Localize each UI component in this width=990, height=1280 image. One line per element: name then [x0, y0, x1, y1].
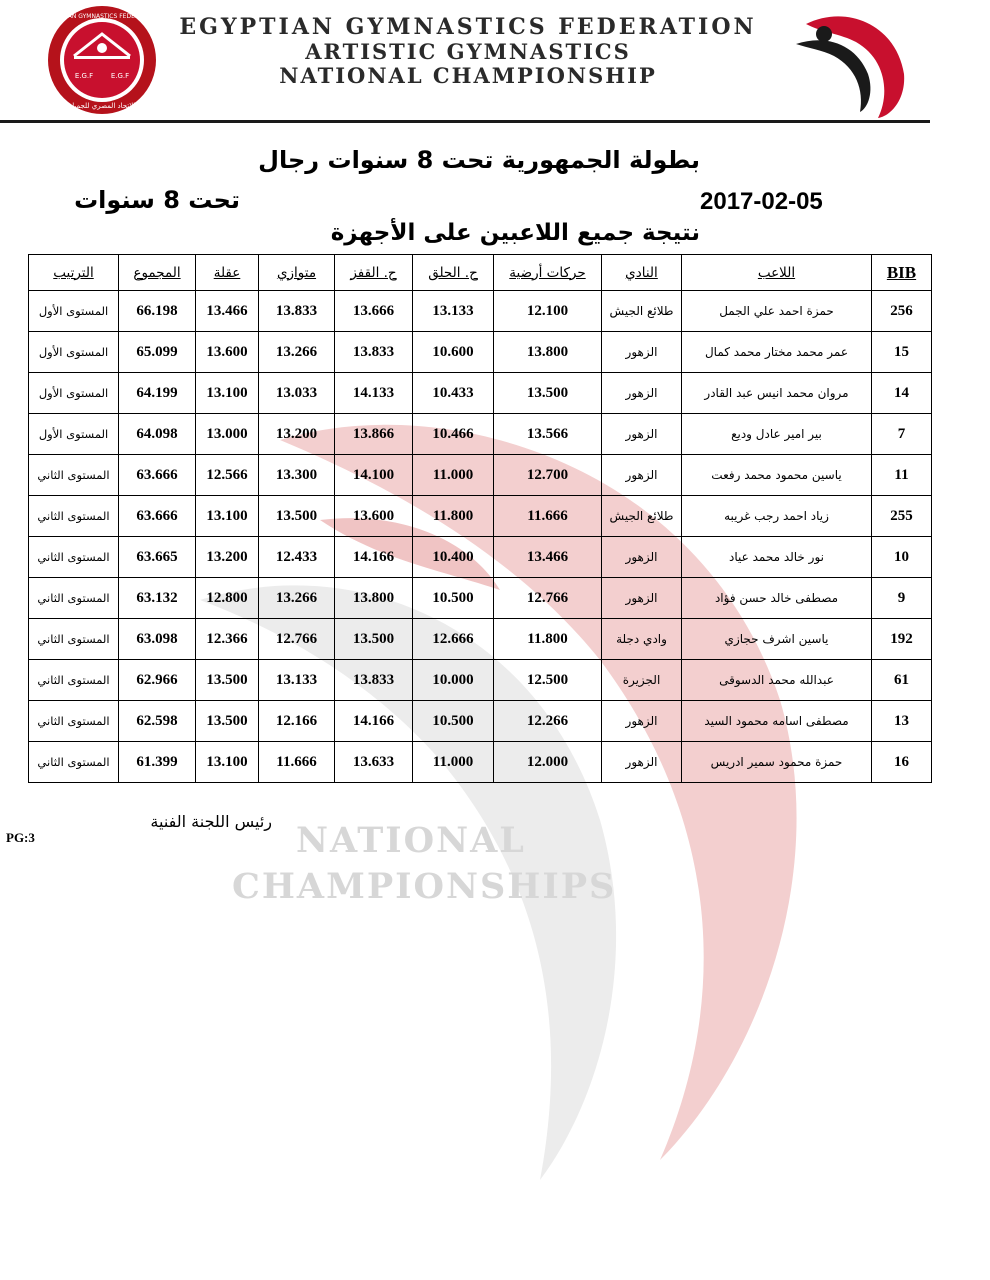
cell-rings: 12.666	[413, 619, 494, 660]
cell-player: عمر محمد مختار محمد كمال	[682, 332, 872, 373]
cell-bib: 13	[872, 701, 932, 742]
cell-parallel-bars: 12.766	[259, 619, 335, 660]
cell-club: الزهور	[602, 373, 682, 414]
cell-floor: 13.800	[494, 332, 602, 373]
table-row	[29, 291, 932, 332]
cell-floor: 12.100	[494, 291, 602, 332]
cell-rank: المستوى الثاني	[29, 701, 119, 742]
cell-high-bar: 13.100	[196, 742, 259, 783]
table-row	[29, 619, 932, 660]
cell-bib: 10	[872, 537, 932, 578]
cell-parallel-bars: 13.500	[259, 496, 335, 537]
discipline-name: ARTISTIC GYMNASTICS	[305, 39, 631, 64]
cell-floor: 12.766	[494, 578, 602, 619]
cell-club: وادي دجلة	[602, 619, 682, 660]
cell-floor: 12.500	[494, 660, 602, 701]
cell-vault: 13.500	[335, 619, 413, 660]
cell-high-bar: 13.500	[196, 701, 259, 742]
cell-floor: 12.000	[494, 742, 602, 783]
technical-committee-signature: رئيس اللجنة الفنية	[150, 812, 272, 831]
page-number: PG:3	[6, 830, 35, 845]
results-table	[28, 254, 932, 783]
cell-rings: 10.466	[413, 414, 494, 455]
cell-bib: 9	[872, 578, 932, 619]
championship-title: بطولة الجمهورية تحت 8 سنوات رجال	[258, 146, 700, 174]
cell-rings: 10.600	[413, 332, 494, 373]
column-header-parallel-bars: متوازي	[259, 255, 335, 291]
column-header-club: النادي	[602, 255, 682, 291]
cell-rank: المستوى الثاني	[29, 537, 119, 578]
cell-rings: 10.433	[413, 373, 494, 414]
cell-player: مروان محمد انيس عبد القادر	[682, 373, 872, 414]
cell-high-bar: 13.500	[196, 660, 259, 701]
logo-tag-left: E.G.F	[74, 72, 94, 80]
cell-rank: المستوى الأول	[29, 291, 119, 332]
cell-total: 62.966	[119, 660, 196, 701]
cell-rank: المستوى الأول	[29, 373, 119, 414]
cell-player: ياسين محمود محمد رفعت	[682, 455, 872, 496]
watermark-text-national: NATIONAL	[296, 820, 526, 861]
cell-total: 66.198	[119, 291, 196, 332]
cell-parallel-bars: 13.300	[259, 455, 335, 496]
cell-club: الزهور	[602, 742, 682, 783]
cell-player: زياد احمد رجب غريبه	[682, 496, 872, 537]
cell-high-bar: 12.366	[196, 619, 259, 660]
cell-high-bar: 13.000	[196, 414, 259, 455]
cell-parallel-bars: 13.033	[259, 373, 335, 414]
federation-logo	[44, 4, 160, 116]
cell-rings: 11.000	[413, 742, 494, 783]
cell-rank: المستوى الثاني	[29, 455, 119, 496]
cell-rank: المستوى الثاني	[29, 660, 119, 701]
age-category: تحت 8 سنوات	[74, 186, 240, 214]
cell-bib: 192	[872, 619, 932, 660]
cell-high-bar: 13.466	[196, 291, 259, 332]
cell-player: نور خالد محمد عياد	[682, 537, 872, 578]
cell-vault: 14.166	[335, 537, 413, 578]
cell-player: حمزة محمود سمير ادريس	[682, 742, 872, 783]
table-row	[29, 537, 932, 578]
cell-vault: 13.833	[335, 660, 413, 701]
cell-parallel-bars: 13.266	[259, 578, 335, 619]
cell-rank: المستوى الثاني	[29, 742, 119, 783]
championship-name: NATIONAL CHAMPIONSHIP	[279, 63, 657, 88]
cell-rings: 10.500	[413, 578, 494, 619]
cell-bib: 61	[872, 660, 932, 701]
cell-high-bar: 13.100	[196, 496, 259, 537]
gymnast-emblem-icon	[786, 4, 910, 120]
cell-club: الزهور	[602, 578, 682, 619]
cell-total: 64.199	[119, 373, 196, 414]
cell-rings: 11.000	[413, 455, 494, 496]
cell-total: 61.399	[119, 742, 196, 783]
cell-club: الجزيرة	[602, 660, 682, 701]
cell-floor: 13.500	[494, 373, 602, 414]
event-date: 2017-02-05	[700, 188, 823, 215]
logo-ring-text: EGYPTIAN GYMNASTICS FEDERATION	[46, 13, 158, 20]
cell-bib: 7	[872, 414, 932, 455]
cell-total: 64.098	[119, 414, 196, 455]
cell-vault: 13.600	[335, 496, 413, 537]
cell-high-bar: 12.566	[196, 455, 259, 496]
watermark-text-championships: CHAMPIONSHIPS	[232, 866, 617, 907]
cell-vault: 14.166	[335, 701, 413, 742]
cell-club: الزهور	[602, 332, 682, 373]
cell-parallel-bars: 13.266	[259, 332, 335, 373]
cell-player: مصطفى خالد حسن فؤاد	[682, 578, 872, 619]
table-row	[29, 660, 932, 701]
table-row	[29, 414, 932, 455]
table-row	[29, 701, 932, 742]
cell-floor: 13.466	[494, 537, 602, 578]
cell-rank: المستوى الثاني	[29, 496, 119, 537]
cell-floor: 12.266	[494, 701, 602, 742]
cell-total: 65.099	[119, 332, 196, 373]
results-subtitle: نتيجة جميع اللاعبين على الأجهزة	[330, 220, 700, 246]
table-row	[29, 455, 932, 496]
federation-name: EGYPTIAN GYMNASTICS FEDERATION	[179, 14, 757, 40]
column-header-bib: BIB	[872, 255, 932, 291]
table-row	[29, 332, 932, 373]
cell-parallel-bars: 11.666	[259, 742, 335, 783]
table-row	[29, 496, 932, 537]
cell-club: الزهور	[602, 701, 682, 742]
cell-vault: 14.133	[335, 373, 413, 414]
cell-vault: 13.666	[335, 291, 413, 332]
cell-bib: 256	[872, 291, 932, 332]
column-header-vault: ح. القفز	[335, 255, 413, 291]
column-header-rank: الترتيب	[29, 255, 119, 291]
cell-rank: المستوى الأول	[29, 414, 119, 455]
cell-vault: 13.633	[335, 742, 413, 783]
cell-rings: 13.133	[413, 291, 494, 332]
column-header-rings: ح. الحلق	[413, 255, 494, 291]
cell-club: طلائع الجيش	[602, 496, 682, 537]
cell-vault: 13.833	[335, 332, 413, 373]
cell-rings: 11.800	[413, 496, 494, 537]
cell-rings: 10.000	[413, 660, 494, 701]
cell-bib: 16	[872, 742, 932, 783]
cell-floor: 11.666	[494, 496, 602, 537]
logo-ring-text-arabic: الاتحاد المصري للجمباز	[68, 102, 136, 110]
column-header-total: المجموع	[119, 255, 196, 291]
cell-total: 63.098	[119, 619, 196, 660]
cell-high-bar: 12.800	[196, 578, 259, 619]
cell-parallel-bars: 12.166	[259, 701, 335, 742]
cell-player: بير امير عادل وديع	[682, 414, 872, 455]
cell-high-bar: 13.200	[196, 537, 259, 578]
cell-high-bar: 13.600	[196, 332, 259, 373]
table-row	[29, 373, 932, 414]
cell-bib: 15	[872, 332, 932, 373]
cell-player: ياسين اشرف حجازي	[682, 619, 872, 660]
cell-rings: 10.400	[413, 537, 494, 578]
federation-title	[168, 16, 768, 86]
cell-parallel-bars: 13.200	[259, 414, 335, 455]
cell-player: مصطفى اسامه محمود السيد	[682, 701, 872, 742]
cell-total: 63.666	[119, 496, 196, 537]
cell-rings: 10.500	[413, 701, 494, 742]
cell-total: 63.132	[119, 578, 196, 619]
cell-club: الزهور	[602, 537, 682, 578]
column-header-high-bar: عقلة	[196, 255, 259, 291]
cell-bib: 255	[872, 496, 932, 537]
cell-parallel-bars: 12.433	[259, 537, 335, 578]
cell-floor: 13.566	[494, 414, 602, 455]
cell-total: 63.665	[119, 537, 196, 578]
cell-vault: 13.800	[335, 578, 413, 619]
cell-rank: المستوى الثاني	[29, 619, 119, 660]
cell-rank: المستوى الثاني	[29, 578, 119, 619]
cell-total: 63.666	[119, 455, 196, 496]
cell-floor: 11.800	[494, 619, 602, 660]
cell-club: الزهور	[602, 455, 682, 496]
logo-tag-right: E.G.F	[110, 72, 130, 80]
cell-player: عبدالله محمد الدسوقى	[682, 660, 872, 701]
header-divider	[0, 120, 930, 123]
table-header-row	[29, 255, 932, 291]
cell-floor: 12.700	[494, 455, 602, 496]
cell-club: طلائع الجيش	[602, 291, 682, 332]
table-row	[29, 578, 932, 619]
cell-bib: 11	[872, 455, 932, 496]
cell-parallel-bars: 13.833	[259, 291, 335, 332]
cell-total: 62.598	[119, 701, 196, 742]
cell-club: الزهور	[602, 414, 682, 455]
cell-rank: المستوى الأول	[29, 332, 119, 373]
column-header-floor: حركات أرضية	[494, 255, 602, 291]
cell-bib: 14	[872, 373, 932, 414]
cell-vault: 14.100	[335, 455, 413, 496]
cell-vault: 13.866	[335, 414, 413, 455]
column-header-player: اللاعب	[682, 255, 872, 291]
table-body	[29, 291, 932, 783]
cell-high-bar: 13.100	[196, 373, 259, 414]
cell-player: حمزة احمد علي الجمل	[682, 291, 872, 332]
cell-parallel-bars: 13.133	[259, 660, 335, 701]
table-row	[29, 742, 932, 783]
